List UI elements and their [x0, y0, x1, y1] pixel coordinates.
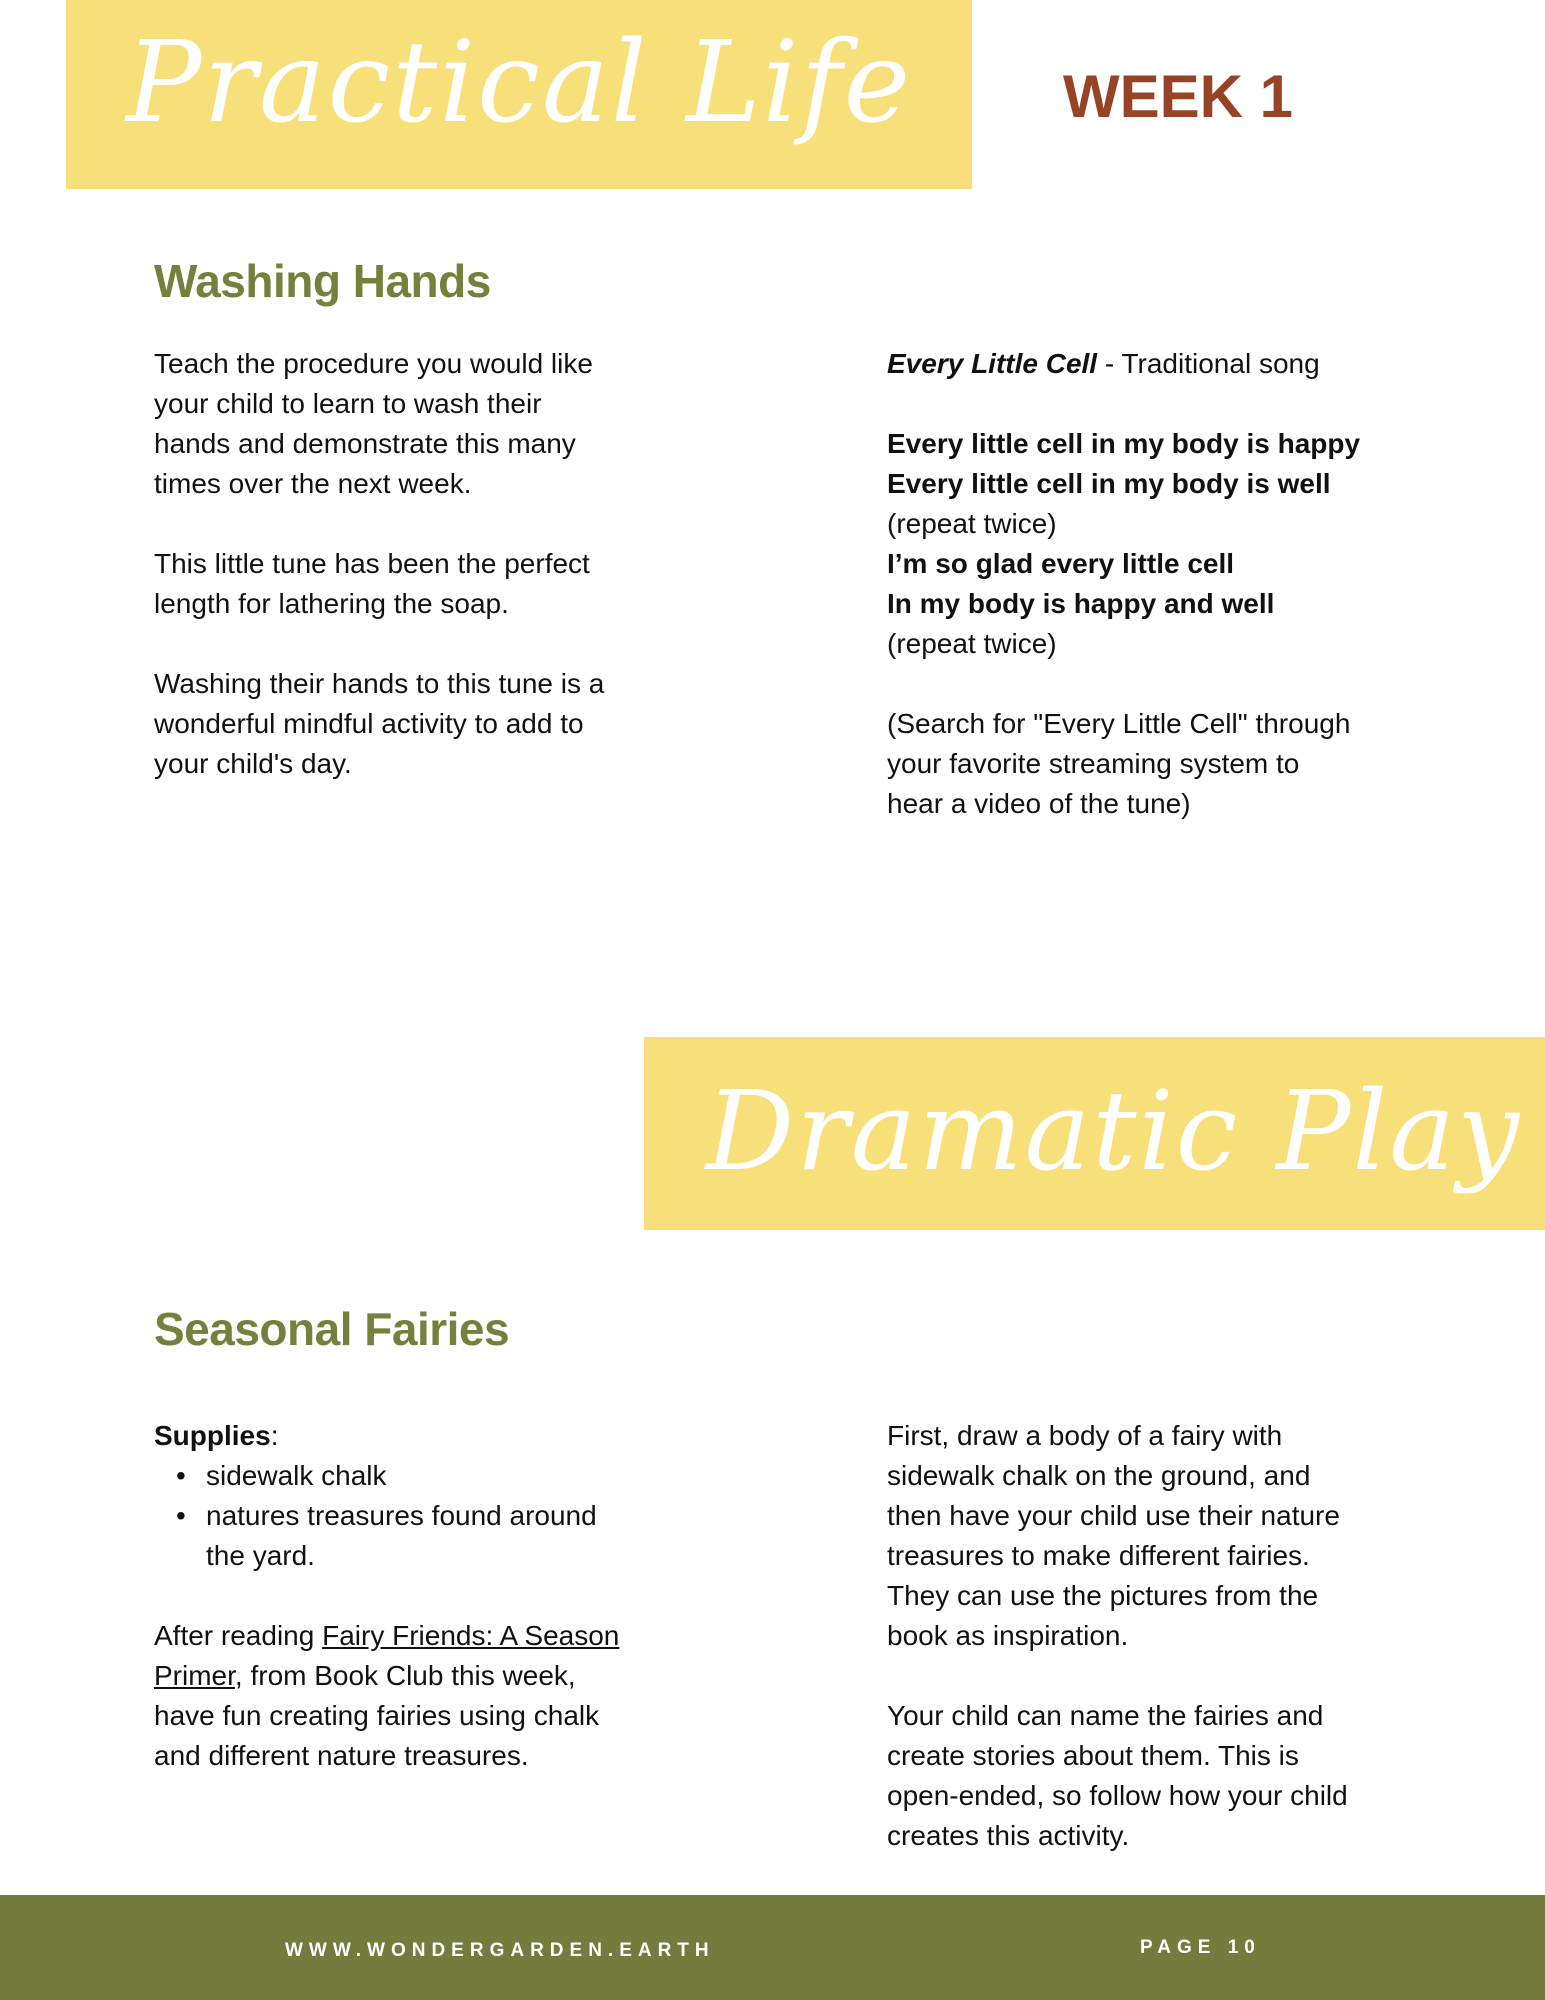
page-number: PAGE 10 — [1140, 1937, 1261, 1958]
bullet-icon: • — [176, 1460, 186, 1491]
text-line — [154, 1656, 714, 1696]
footer — [0, 1895, 1545, 2000]
seasonal-fairies-heading: Seasonal Fairies — [154, 1303, 510, 1355]
text-line: Your child can name the fairies and — [887, 1700, 1324, 1731]
supply-item — [154, 1496, 714, 1536]
text-line: length for lathering the soap. — [154, 588, 509, 619]
text-line: then have your child use their nature — [887, 1500, 1340, 1531]
text-line: wonderful mindful activity to add to — [154, 708, 584, 739]
text-line: create stories about them. This is — [887, 1740, 1299, 1771]
supplies-line — [154, 1416, 714, 1456]
text-line — [154, 504, 714, 544]
text-line: This little tune has been the perfect — [154, 548, 590, 579]
song-credit: - Traditional song — [1097, 348, 1320, 379]
washing-hands-heading: Washing Hands — [154, 255, 491, 307]
book-link[interactable]: Primer — [154, 1660, 235, 1691]
text-line: times over the next week. — [154, 468, 472, 499]
text-line: Washing their hands to this tune is a — [154, 668, 605, 699]
text-line: They can use the pictures from the — [887, 1580, 1319, 1611]
text-segment: , from Book Club this week, — [234, 1660, 576, 1691]
lyric-line: (repeat twice) — [887, 508, 1057, 539]
lyric-line: In my body is happy and well — [887, 588, 1275, 619]
text-line: have fun creating fairies using chalk — [154, 1700, 600, 1731]
song-title-line — [887, 344, 1447, 384]
website-link[interactable]: WWW.WONDERGARDEN.EARTH — [285, 1940, 715, 1961]
book-link[interactable]: Fairy Friends: A Season — [322, 1620, 620, 1651]
lyric-line: (repeat twice) — [887, 628, 1057, 659]
song-text — [887, 344, 1447, 824]
text-line — [154, 624, 714, 664]
supplies-label: Supplies — [154, 1420, 271, 1451]
dramatic-play-title: Dramatic Play — [706, 1067, 1522, 1195]
lyric-line: Every little cell in my body is well — [887, 468, 1331, 499]
supply-item — [154, 1456, 714, 1496]
supply-text-cont: the yard. — [206, 1540, 315, 1571]
text-line: hands and demonstrate this many — [154, 428, 576, 459]
lyric-line: Every little cell in my body is happy — [887, 428, 1361, 459]
week-label: WEEK 1 — [1063, 63, 1294, 130]
text-line: your child's day. — [154, 748, 352, 779]
text-line: open-ended, so follow how your child — [887, 1780, 1348, 1811]
practical-life-title: Practical Life — [126, 18, 913, 148]
dramatic-play-banner — [644, 1037, 1545, 1230]
practical-life-banner — [66, 0, 972, 189]
note-line: (Search for "Every Little Cell" through — [887, 708, 1351, 739]
supply-text: sidewalk chalk — [206, 1460, 387, 1491]
bullet-icon: • — [176, 1500, 186, 1531]
text-line: sidewalk chalk on the ground, and — [887, 1460, 1311, 1491]
text-line: First, draw a body of a fairy with — [887, 1420, 1283, 1451]
supply-text: natures treasures found around — [206, 1500, 597, 1531]
text-line: your child to learn to wash their — [154, 388, 542, 419]
text-line: book as inspiration. — [887, 1620, 1129, 1651]
lyric-line: I’m so glad every little cell — [887, 548, 1235, 579]
text-line — [887, 1656, 1447, 1696]
fairies-left-text — [154, 1416, 714, 1776]
supplies-colon: : — [270, 1420, 279, 1451]
text-segment: After reading — [154, 1620, 323, 1651]
text-line: and different nature treasures. — [154, 1740, 529, 1771]
washing-hands-left-text — [154, 344, 714, 784]
fairies-right-text — [887, 1416, 1447, 1856]
note-line: your favorite streaming system to — [887, 748, 1300, 779]
text-line — [154, 1616, 714, 1656]
song-title: Every Little Cell — [887, 348, 1098, 379]
text-line: Teach the procedure you would like — [154, 348, 593, 379]
note-line: hear a video of the tune) — [887, 788, 1191, 819]
text-line: creates this activity. — [887, 1820, 1130, 1851]
text-line: treasures to make different fairies. — [887, 1540, 1310, 1571]
